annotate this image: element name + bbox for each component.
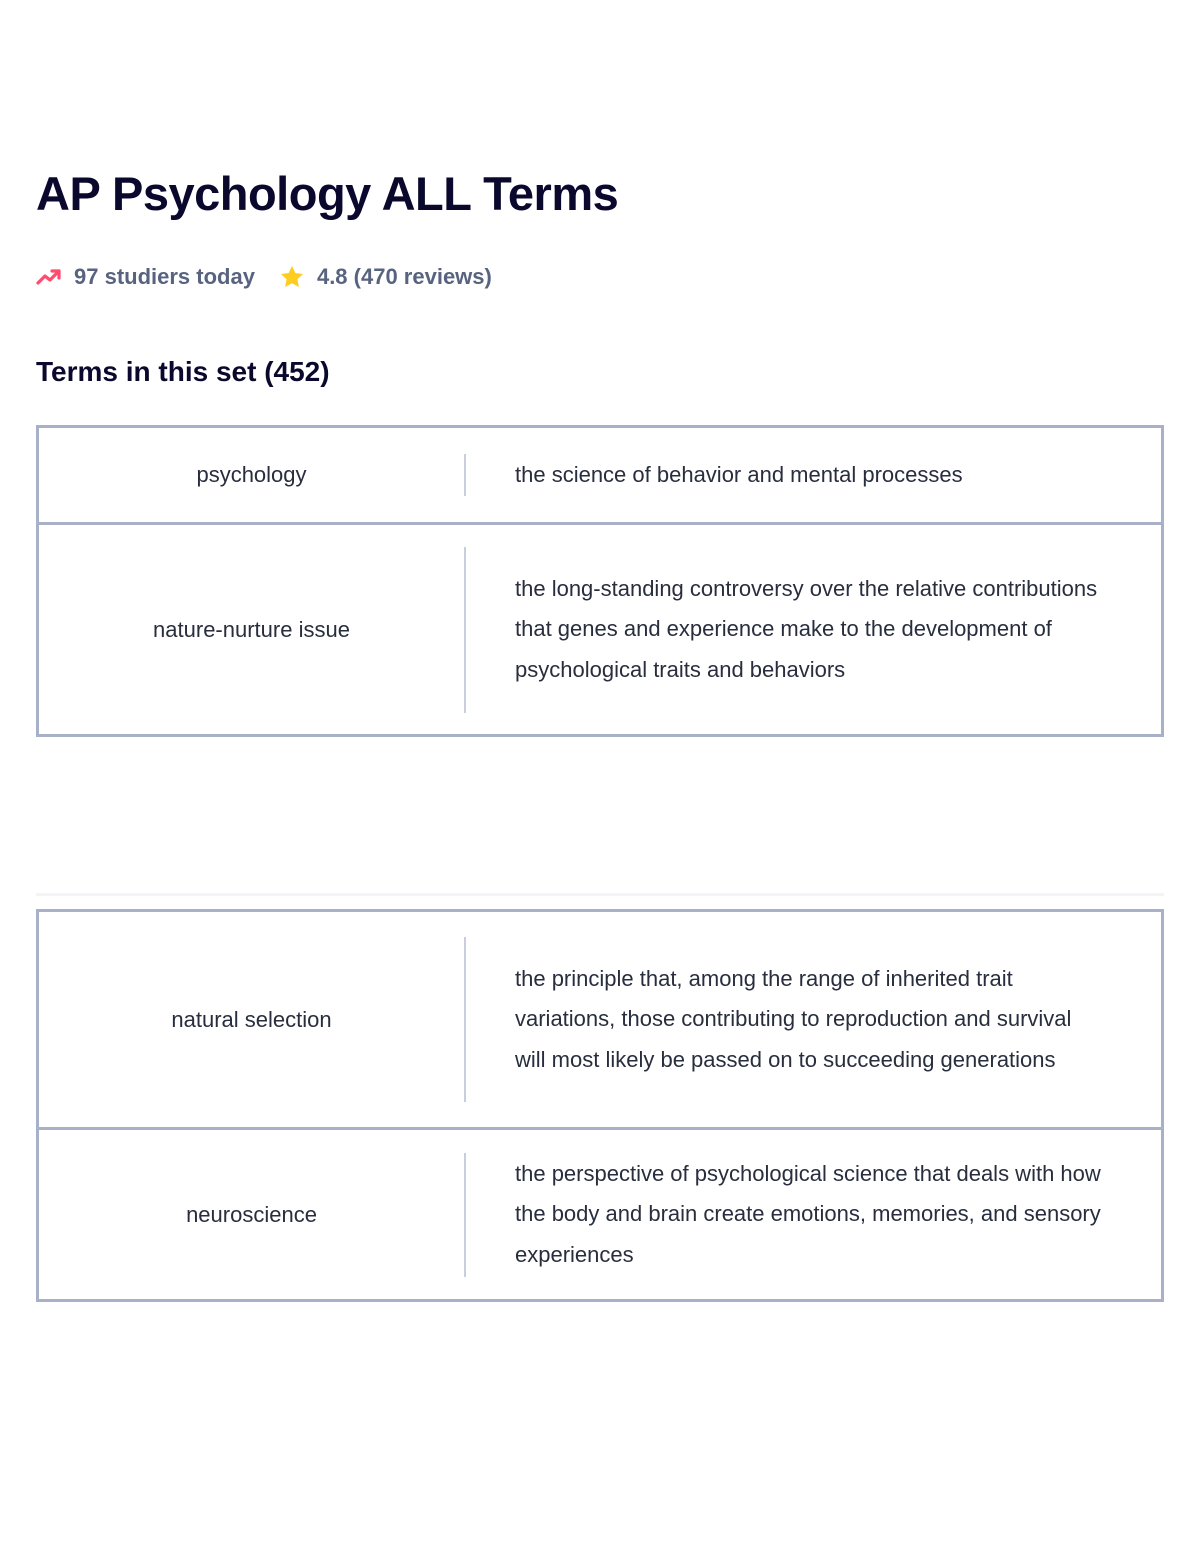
term-card[interactable] bbox=[39, 428, 1161, 522]
term-definition: the long-standing controversy over the relative contributions that genes and experience make to the development of psychological traits and behaviors bbox=[515, 575, 1098, 682]
term-word: neuroscience bbox=[186, 1201, 317, 1227]
trending-up-icon bbox=[36, 268, 62, 286]
rating-text: 4.8 (470 reviews) bbox=[316, 264, 492, 289]
terms-table bbox=[36, 425, 1164, 737]
term-card[interactable] bbox=[39, 1127, 1161, 1299]
term-definition: the science of behavior and mental processes bbox=[515, 461, 963, 487]
page-break-divider bbox=[36, 893, 1164, 896]
term-card[interactable] bbox=[39, 522, 1161, 734]
page-title: AP Psychology ALL Terms bbox=[36, 167, 619, 220]
terms-section-heading: Terms in this set (452) bbox=[36, 356, 330, 387]
set-stats bbox=[36, 260, 492, 294]
term-definition: the principle that, among the range of inherited trait variations, those contributing to reproduction and survival will most likely be passed on to succeeding generations bbox=[515, 965, 1072, 1072]
star-icon bbox=[279, 264, 305, 290]
studiers-count: 97 studiers today bbox=[74, 264, 255, 289]
studiers-stat bbox=[36, 264, 255, 290]
term-word: natural selection bbox=[171, 1006, 332, 1032]
terms-table bbox=[36, 909, 1164, 1302]
term-definition: the perspective of psychological science that deals with how the body and brain create emotions, memories, and sensory experiences bbox=[515, 1160, 1101, 1267]
term-word: psychology bbox=[196, 462, 307, 487]
term-word: nature-nurture issue bbox=[153, 616, 350, 642]
term-card[interactable] bbox=[39, 912, 1161, 1127]
rating-stat[interactable] bbox=[255, 264, 492, 290]
